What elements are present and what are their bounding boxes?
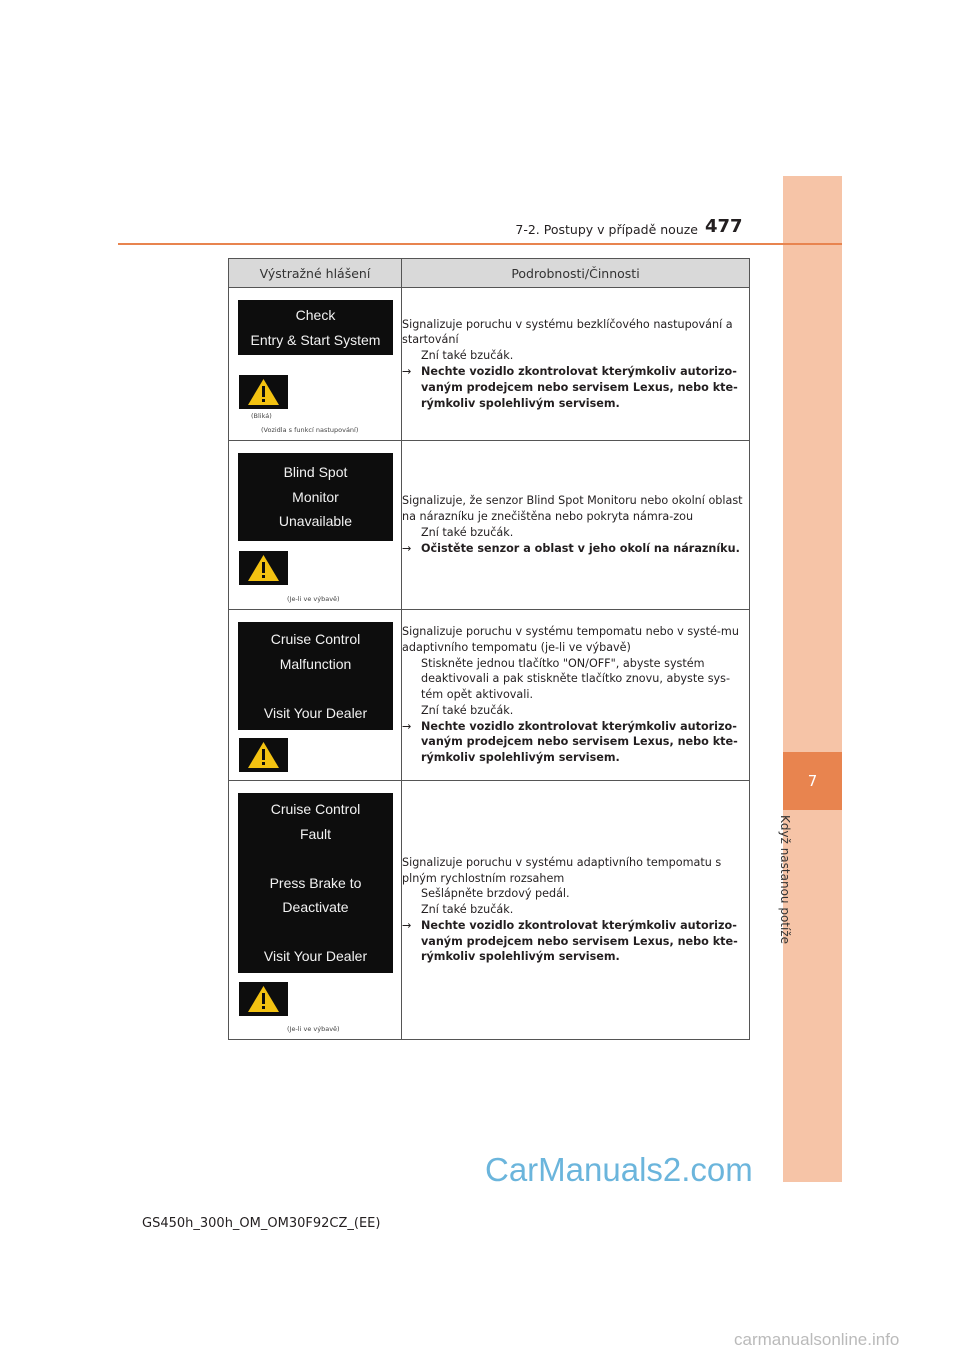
description-text: Signalizuje, že senzor Blind Spot Monitoru nebo okolní oblast na nárazníku je znečištěna nebo pokryta námra-zou (402, 494, 743, 524)
screen-line: Cruise Control (270, 801, 361, 817)
table-row (229, 441, 750, 610)
document-code: GS450h_300h_OM_OM30F92CZ_(EE) (142, 1216, 381, 1231)
action-text: Nechte vozidlo zkontrolovat kterýmkoliv autorizo-vaným prodejcem nebo servisem Lexus, nebo kte-rýmkoliv spolehlivým servisem. (421, 918, 738, 964)
arrow-icon: → (402, 541, 412, 555)
table-row (229, 781, 750, 1040)
message-image-cell (229, 610, 402, 781)
message-image-cell (229, 288, 402, 441)
warning-triangle-icon (239, 375, 288, 409)
description-text: Signalizuje poruchu v systému tempomatu nebo v systé-mu adaptivního tempomatu (je-li ve výbavě) (402, 624, 739, 654)
chapter-side-band (783, 176, 842, 1182)
details-cell (402, 441, 750, 610)
warning-triangle-icon (239, 738, 288, 772)
description-text: Signalizuje poruchu v systému bezklíčového nastupování a startování (402, 317, 733, 347)
warning-triangle-icon (239, 982, 288, 1016)
description-text: Signalizuje poruchu v systému adaptivního tempomatu s plným rychlostním rozsahem (402, 855, 722, 885)
details-cell (402, 610, 750, 781)
screen-line (238, 676, 393, 701)
screen-line: Visit Your Dealer (263, 704, 368, 721)
screen-line: Entry & Start System (250, 331, 381, 348)
screen-line: Unavailable (278, 513, 353, 529)
details-cell (402, 781, 750, 1040)
screen-line: Fault (299, 825, 332, 842)
info-line: Zní také bzučák. (421, 903, 514, 917)
equipment-note: (Je-li ve výbavě) (287, 595, 340, 603)
column-header-details: Podrobnosti/Činnosti (402, 259, 750, 288)
screen-line: Malfunction (279, 655, 352, 672)
header-rule (118, 243, 842, 245)
table-header-row (229, 259, 750, 288)
page-number: 477 (705, 216, 743, 237)
chapter-title: Když nastanou potíže (778, 815, 792, 945)
screen-line (238, 920, 393, 945)
action-text: Očistěte senzor a oblast v jeho okolí na nárazníku. (421, 541, 740, 555)
action-line (402, 918, 749, 965)
equipment-note: (Vozidla s funkcí nastupování) (261, 426, 359, 434)
action-text: Nechte vozidlo zkontrolovat kterýmkoliv autorizo-vaným prodejcem nebo servisem Lexus, nebo kte-rýmkoliv spolehlivým servisem. (421, 719, 738, 765)
screen-line: Visit Your Dealer (263, 948, 368, 964)
table-row (229, 288, 750, 441)
screen-line: Press Brake to (269, 874, 362, 891)
info-line: Zní také bzučák. (421, 349, 514, 363)
screen-line: Cruise Control (270, 631, 361, 647)
blink-note: (Bliká) (251, 412, 272, 420)
action-text: Nechte vozidlo zkontrolovat kterýmkoliv autorizo-vaným prodejcem nebo servisem Lexus, nebo kte-rýmkoliv spolehlivým servisem. (421, 365, 738, 410)
display-screen (238, 300, 393, 355)
message-image-cell (229, 781, 402, 1040)
arrow-icon: → (402, 719, 412, 733)
chapter-number: 7 (807, 772, 818, 790)
section-title: 7-2. Postupy v případě nouze (515, 222, 698, 237)
table-row (229, 610, 750, 781)
screen-line: Blind Spot (283, 464, 348, 480)
equipment-note: (Je-li ve výbavě) (287, 1025, 340, 1033)
watermark-carmanuals2: CarManuals2.com (485, 1151, 753, 1188)
screen-line: Monitor (292, 488, 339, 505)
screen-line: Check (295, 307, 336, 323)
chapter-title-vertical (772, 815, 812, 965)
display-screen (238, 622, 393, 730)
details-cell (402, 288, 750, 441)
watermark-carmanualsonline: carmanualsonline.info (734, 1330, 900, 1349)
info-line: Stiskněte jednou tlačítko "ON/OFF", abyste systém deaktivovali a pak stiskněte tlačítko znovu, abyste sys-tém opět aktivovali. (421, 656, 731, 702)
screen-line (238, 846, 393, 871)
action-line (402, 719, 749, 766)
action-line (402, 541, 749, 557)
chapter-tab (783, 752, 842, 810)
info-line: Zní také bzučák. (421, 703, 514, 717)
action-line (402, 364, 749, 411)
display-screen (238, 793, 393, 973)
warning-message-table (228, 258, 750, 1040)
arrow-icon: → (402, 365, 412, 378)
arrow-icon: → (402, 918, 412, 932)
display-screen (238, 453, 393, 541)
info-line: Sešlápněte brzdový pedál. (421, 887, 570, 901)
screen-line: Deactivate (282, 899, 349, 915)
warning-triangle-icon (239, 551, 288, 585)
message-image-cell (229, 441, 402, 610)
column-header-message: Výstražné hlášení (229, 259, 402, 288)
info-line: Zní také bzučák. (421, 526, 514, 539)
